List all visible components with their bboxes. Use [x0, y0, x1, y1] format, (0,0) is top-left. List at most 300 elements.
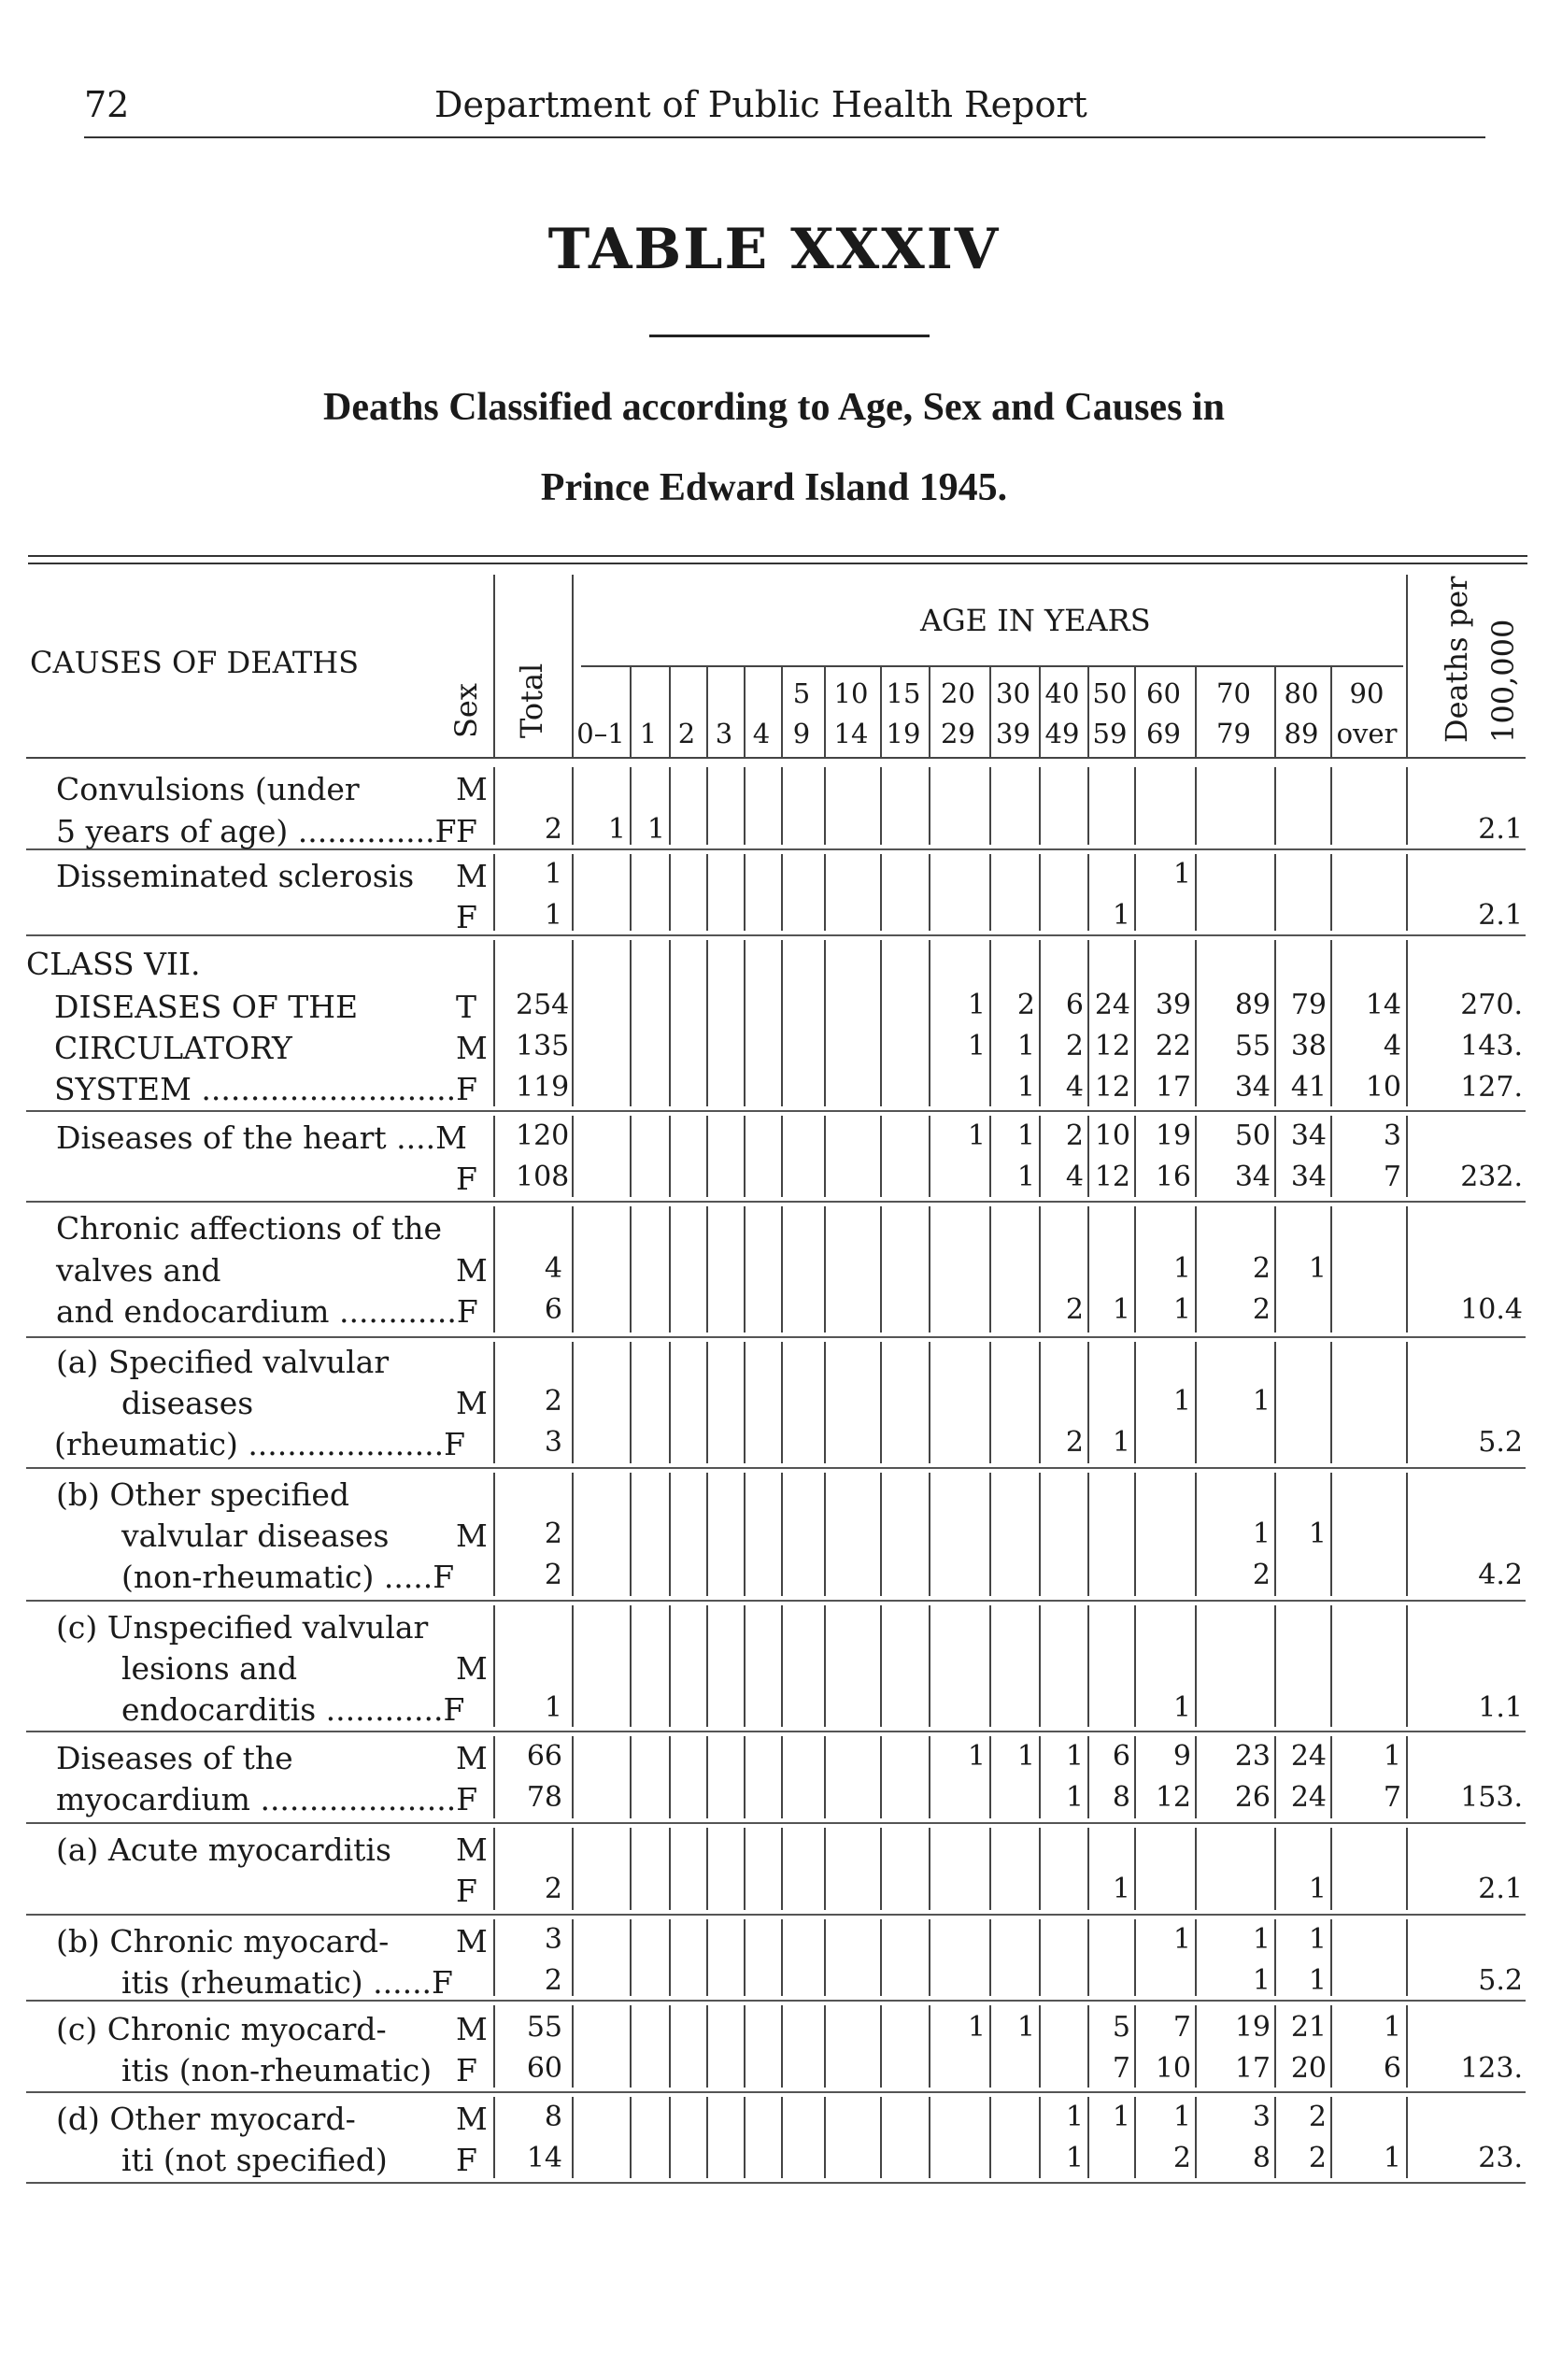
cause-label: (rheumatic) ....................F [54, 1426, 466, 1462]
column-line [880, 1473, 882, 1596]
total-cell: 135 [516, 1030, 570, 1062]
age-cell: 2 [1308, 2142, 1327, 2174]
column-line [630, 1605, 632, 1727]
column-line [824, 1736, 826, 1818]
column-line [572, 1206, 574, 1333]
age-cell: 6 [1112, 1740, 1130, 1773]
cause-label: 5 years of age) ..............F [56, 813, 457, 849]
age-cell: 1 [1308, 1252, 1327, 1285]
title-rule [649, 335, 930, 337]
column-line [824, 2005, 826, 2088]
total-cell: 55 [526, 2011, 562, 2044]
column-line [669, 767, 671, 845]
column-line [1406, 1342, 1408, 1463]
column-line [1087, 1605, 1089, 1727]
sex-label: M [456, 2011, 488, 2047]
column-line [493, 1473, 495, 1596]
age-cell: 34 [1290, 1161, 1327, 1193]
column-line [706, 1828, 708, 1910]
age-cell: 10 [1155, 2052, 1191, 2085]
row-separator [26, 2091, 1526, 2093]
column-line [572, 1473, 574, 1596]
column-line [630, 940, 632, 1106]
column-line [1087, 1919, 1089, 1996]
column-line [1195, 1473, 1197, 1596]
table-top-rule [28, 555, 1527, 557]
age-cell: 1 [967, 989, 986, 1021]
header-total: Total [514, 663, 549, 738]
age-header-top: 40 [1044, 677, 1080, 709]
rate-cell: 5.2 [1478, 1426, 1523, 1459]
cause-label: valvular diseases [121, 1518, 390, 1554]
cause-label: (c) Chronic myocard- [56, 2011, 387, 2047]
age-cell: 23 [1234, 1740, 1271, 1773]
total-cell: 2 [544, 1385, 562, 1418]
cause-label: and endocardium ............F [56, 1293, 478, 1330]
column-line [880, 1919, 882, 1996]
column-line [781, 1473, 783, 1596]
column-line [744, 2005, 746, 2088]
age-cell: 20 [1290, 2052, 1327, 2085]
column-line [929, 1828, 930, 1910]
age-cell: 1 [1172, 1385, 1191, 1418]
age-cell: 1 [1308, 1964, 1327, 1997]
age-cell: 1 [1112, 1426, 1130, 1459]
column-line [572, 2005, 574, 2088]
total-cell: 4 [544, 1252, 562, 1285]
column-line [1406, 2005, 1408, 2088]
column-line [989, 1116, 991, 1197]
column-line [824, 1919, 826, 1996]
column-line [1406, 1828, 1408, 1910]
age-cell: 7 [1383, 1781, 1401, 1814]
age-cell: 17 [1234, 2052, 1271, 2085]
age-cell: 1 [1016, 1119, 1035, 1152]
rate-cell: 123. [1460, 2052, 1523, 2085]
column-line [572, 1828, 574, 1910]
table-subtitle-line2: Prince Edward Island 1945. [540, 466, 1008, 509]
age-header-top: 5 [792, 677, 811, 709]
column-line [630, 1206, 632, 1333]
age-header-bottom: 2 [677, 718, 696, 749]
cause-label: (b) Chronic myocard- [56, 1923, 390, 1960]
age-header-bottom: 59 [1092, 718, 1128, 749]
column-line [989, 1919, 991, 1996]
column-line [744, 1605, 746, 1727]
cause-label: endocarditis ............F [121, 1691, 465, 1728]
column-line [1406, 854, 1408, 931]
column-line [669, 1919, 671, 1996]
age-cell: 2 [1065, 1426, 1084, 1459]
age-header-bottom: 3 [715, 718, 733, 749]
column-line [1087, 1473, 1089, 1596]
total-cell: 254 [516, 989, 570, 1021]
age-cell: 3 [1252, 2101, 1271, 2133]
column-line [929, 2097, 930, 2178]
age-header-bottom: 79 [1216, 718, 1251, 749]
header-causes: CAUSES OF DEATHS [30, 645, 360, 680]
column-line [493, 1828, 495, 1910]
total-cell: 2 [544, 1518, 562, 1550]
rate-cell: 2.1 [1478, 899, 1523, 932]
column-line [989, 1473, 991, 1596]
age-cell: 89 [1234, 989, 1271, 1021]
age-cell: 1 [1383, 2011, 1401, 2044]
column-line [929, 1605, 930, 1727]
column-line [744, 854, 746, 931]
column-line [1195, 767, 1197, 845]
age-cell: 16 [1155, 1161, 1191, 1193]
age-column-line [1274, 665, 1276, 757]
age-header-top: 50 [1092, 677, 1128, 709]
column-line [744, 1919, 746, 1996]
age-header-top: 80 [1284, 677, 1319, 709]
total-cell: 66 [526, 1740, 562, 1773]
column-line [1195, 2097, 1197, 2178]
column-line [669, 2097, 671, 2178]
column-line [493, 767, 495, 845]
column-line [989, 2005, 991, 2088]
age-header-bottom: 1 [639, 718, 658, 749]
sex-label: M [456, 1385, 488, 1421]
age-cell: 1 [1172, 1252, 1191, 1285]
column-line [572, 2097, 574, 2178]
age-cell: 55 [1234, 1030, 1271, 1062]
column-line [493, 1342, 495, 1463]
sex-label: F [456, 899, 477, 935]
column-line [1330, 2005, 1332, 2088]
column-line [880, 1736, 882, 1818]
column-line [1274, 1919, 1276, 1996]
sex-label: M [456, 1831, 488, 1868]
age-cell: 21 [1290, 2011, 1327, 2044]
column-line [1039, 1342, 1041, 1463]
row-separator [26, 1731, 1526, 1732]
age-cell: 1 [1112, 1873, 1130, 1905]
column-line [1330, 1342, 1332, 1463]
column-line [929, 1919, 930, 1996]
column-line [824, 767, 826, 845]
row-separator [26, 1110, 1526, 1112]
total-cell: 3 [544, 1923, 562, 1956]
column-line [1039, 2097, 1041, 2178]
table-title: TABLE XXXIV [547, 217, 1001, 282]
column-line [630, 2005, 632, 2088]
age-cell: 17 [1155, 1071, 1191, 1104]
header-deaths-per: Deaths per [1439, 576, 1474, 743]
column-line [1087, 854, 1089, 931]
column-line [1087, 2097, 1089, 2178]
column-line [744, 1342, 746, 1463]
column-line [824, 1473, 826, 1596]
column-line [706, 2097, 708, 2178]
column-line [493, 2005, 495, 2088]
column-line [1406, 1605, 1408, 1727]
column-line [744, 1828, 746, 1910]
age-cell: 1 [1172, 2101, 1191, 2133]
age-cell: 1 [1308, 1923, 1327, 1956]
cause-label: myocardium ....................F [56, 1781, 478, 1817]
column-line [989, 2097, 991, 2178]
column-line [493, 1919, 495, 1996]
row-separator [26, 1201, 1526, 1203]
column-line [744, 940, 746, 1106]
total-cell: 78 [526, 1781, 562, 1814]
cause-label: diseases [121, 1385, 254, 1421]
age-header-bottom: 29 [941, 718, 975, 749]
column-line [1039, 1473, 1041, 1596]
age-cell: 6 [1383, 2052, 1401, 2085]
column-line [1195, 2005, 1197, 2088]
column-line [1134, 2005, 1136, 2088]
header-sex: Sex [448, 683, 484, 738]
age-cell: 1 [1172, 1691, 1191, 1724]
sex-label: F [456, 813, 477, 849]
cause-label: (non-rheumatic) .....F [121, 1559, 455, 1595]
column-line [880, 2097, 882, 2178]
age-cell: 1 [607, 813, 626, 846]
column-line [989, 767, 991, 845]
column-line [880, 1828, 882, 1910]
age-header-top: 70 [1216, 677, 1251, 709]
total-cell: 2 [544, 1964, 562, 1997]
age-cell: 79 [1290, 989, 1327, 1021]
column-line [1087, 767, 1089, 845]
sex-label: M [456, 1740, 488, 1776]
age-header-bottom: 14 [833, 718, 869, 749]
column-line [1039, 2005, 1041, 2088]
cause-label: (d) Other myocard- [56, 2101, 356, 2137]
column-line [1406, 767, 1408, 845]
cause-label: (a) Specified valvular [56, 1344, 390, 1380]
column-line [1274, 854, 1276, 931]
column-line [1330, 1736, 1332, 1818]
age-cell: 9 [1172, 1740, 1191, 1773]
cause-label: (a) Acute myocarditis [56, 1831, 391, 1868]
age-header-top: 20 [941, 677, 975, 709]
age-cell: 38 [1290, 1030, 1327, 1062]
column-line [781, 1828, 783, 1910]
column-line [989, 1342, 991, 1463]
age-cell: 3 [1383, 1119, 1401, 1152]
report-title: Department of Public Health Report [434, 84, 1087, 125]
age-cell: 39 [1155, 989, 1191, 1021]
table-top-rule-2 [28, 563, 1527, 564]
age-cell: 2 [1252, 1293, 1271, 1326]
age-cell: 1 [967, 1740, 986, 1773]
sex-label: F [456, 2142, 477, 2178]
sex-label: M [456, 1518, 488, 1554]
column-line [929, 854, 930, 931]
column-line [989, 940, 991, 1106]
column-line [929, 767, 930, 845]
column-line [781, 2005, 783, 2088]
column-line [1195, 1342, 1197, 1463]
column-line [781, 1342, 783, 1463]
cause-label: CIRCULATORY [54, 1030, 292, 1066]
age-cell: 4 [1065, 1071, 1084, 1104]
column-line [1330, 767, 1332, 845]
rate-cell: 153. [1460, 1781, 1523, 1814]
age-column-line [669, 665, 671, 757]
column-line [572, 1605, 574, 1727]
column-line [744, 2097, 746, 2178]
age-header-top: 15 [886, 677, 921, 709]
age-cell: 1 [1065, 1781, 1084, 1814]
age-header-top: 10 [833, 677, 869, 709]
column-line [880, 1605, 882, 1727]
column-line [744, 1736, 746, 1818]
row-separator [26, 1467, 1526, 1469]
column-line [1087, 2005, 1089, 2088]
column-line [1330, 1828, 1332, 1910]
column-line [880, 940, 882, 1106]
total-cell: 119 [516, 1071, 570, 1104]
column-line [572, 1919, 574, 1996]
column-line [630, 2097, 632, 2178]
column-line [1274, 1473, 1276, 1596]
cause-label: Diseases of the [56, 1740, 293, 1776]
column-line [706, 767, 708, 845]
rate-cell: 5.2 [1478, 1964, 1523, 1997]
age-cell: 1 [1172, 858, 1191, 891]
column-line [1039, 1116, 1041, 1197]
age-cell: 12 [1094, 1161, 1130, 1193]
age-cell: 2 [1252, 1252, 1271, 1285]
column-line [1039, 1206, 1041, 1333]
age-column-line [1039, 665, 1041, 757]
column-line [929, 1736, 930, 1818]
rate-cell: 4.2 [1478, 1559, 1523, 1591]
column-line [572, 854, 574, 931]
age-cell: 1 [967, 1030, 986, 1062]
column-line [824, 1342, 826, 1463]
cause-label: itis (non-rheumatic) [121, 2052, 433, 2088]
total-cell: 3 [544, 1426, 562, 1459]
column-line [824, 854, 826, 931]
column-line [781, 1116, 783, 1197]
cause-label: lesions and [121, 1650, 298, 1687]
column-line [1134, 1605, 1136, 1727]
age-cell: 6 [1065, 989, 1084, 1021]
column-line [1039, 940, 1041, 1106]
cause-label: (b) Other specified [56, 1476, 350, 1513]
column-line [1134, 940, 1136, 1106]
cause-label: Convulsions (under [56, 771, 360, 807]
column-line [630, 1919, 632, 1996]
age-column-line [989, 665, 991, 757]
cause-label: itis (rheumatic) ......F [121, 1964, 453, 2001]
column-line [493, 1736, 495, 1818]
rate-cell: 143. [1460, 1030, 1523, 1062]
header-column-line [1406, 575, 1408, 757]
column-line [630, 1828, 632, 1910]
column-line [1330, 1116, 1332, 1197]
column-line [1087, 1736, 1089, 1818]
column-line [1195, 1116, 1197, 1197]
total-cell: 2 [544, 813, 562, 846]
age-cell: 2 [1252, 1559, 1271, 1591]
row-separator [26, 1600, 1526, 1602]
column-line [929, 1116, 930, 1197]
age-cell: 7 [1112, 2052, 1130, 2085]
age-cell: 2 [1065, 1030, 1084, 1062]
column-line [781, 767, 783, 845]
age-header-bottom: 19 [886, 718, 921, 749]
column-line [1087, 1206, 1089, 1333]
total-cell: 108 [516, 1161, 570, 1193]
column-line [1274, 2097, 1276, 2178]
column-line [1134, 1116, 1136, 1197]
age-cell: 34 [1290, 1119, 1327, 1152]
column-line [493, 2097, 495, 2178]
age-cell: 1 [1065, 2142, 1084, 2174]
column-line [669, 1736, 671, 1818]
cause-label: Disseminated sclerosis [56, 858, 415, 894]
column-line [880, 767, 882, 845]
column-line [706, 940, 708, 1106]
age-cell: 1 [1016, 1740, 1035, 1773]
column-line [1330, 940, 1332, 1106]
age-cell: 5 [1112, 2011, 1130, 2044]
column-line [1134, 1736, 1136, 1818]
cause-label: Chronic affections of the [56, 1210, 443, 1247]
column-line [824, 1116, 826, 1197]
age-cell: 24 [1094, 989, 1130, 1021]
column-line [1330, 854, 1332, 931]
age-cell: 1 [1172, 1293, 1191, 1326]
column-line [706, 854, 708, 931]
column-line [1330, 1919, 1332, 1996]
column-line [630, 1342, 632, 1463]
age-cell: 1 [1016, 2011, 1035, 2044]
column-line [1039, 1605, 1041, 1727]
sex-label: M [456, 771, 488, 807]
column-line [929, 2005, 930, 2088]
column-line [572, 1342, 574, 1463]
column-line [1406, 940, 1408, 1106]
total-cell: 2 [544, 1873, 562, 1905]
sex-label: M [456, 858, 488, 894]
age-header-top: 90 [1349, 677, 1385, 709]
cause-label: (c) Unspecified valvular [56, 1609, 429, 1646]
rate-cell: 10.4 [1460, 1293, 1523, 1326]
age-cell: 1 [1252, 1518, 1271, 1550]
column-line [1274, 940, 1276, 1106]
column-line [630, 1116, 632, 1197]
age-cell: 7 [1172, 2011, 1191, 2044]
column-line [1274, 767, 1276, 845]
column-line [1039, 767, 1041, 845]
column-line [669, 940, 671, 1106]
cause-label: Diseases of the heart ....M [56, 1119, 467, 1156]
column-line [880, 2005, 882, 2088]
column-line [824, 940, 826, 1106]
age-cell: 34 [1234, 1161, 1271, 1193]
age-column-line [1195, 665, 1197, 757]
cause-label: CLASS VII. [26, 946, 201, 982]
column-line [630, 767, 632, 845]
age-cell: 26 [1234, 1781, 1271, 1814]
column-line [1134, 767, 1136, 845]
column-line [824, 2097, 826, 2178]
column-line [929, 1206, 930, 1333]
column-line [929, 1473, 930, 1596]
column-line [1134, 1206, 1136, 1333]
age-header-top: 60 [1146, 677, 1181, 709]
row-separator [26, 1914, 1526, 1916]
total-cell: 120 [516, 1119, 570, 1152]
